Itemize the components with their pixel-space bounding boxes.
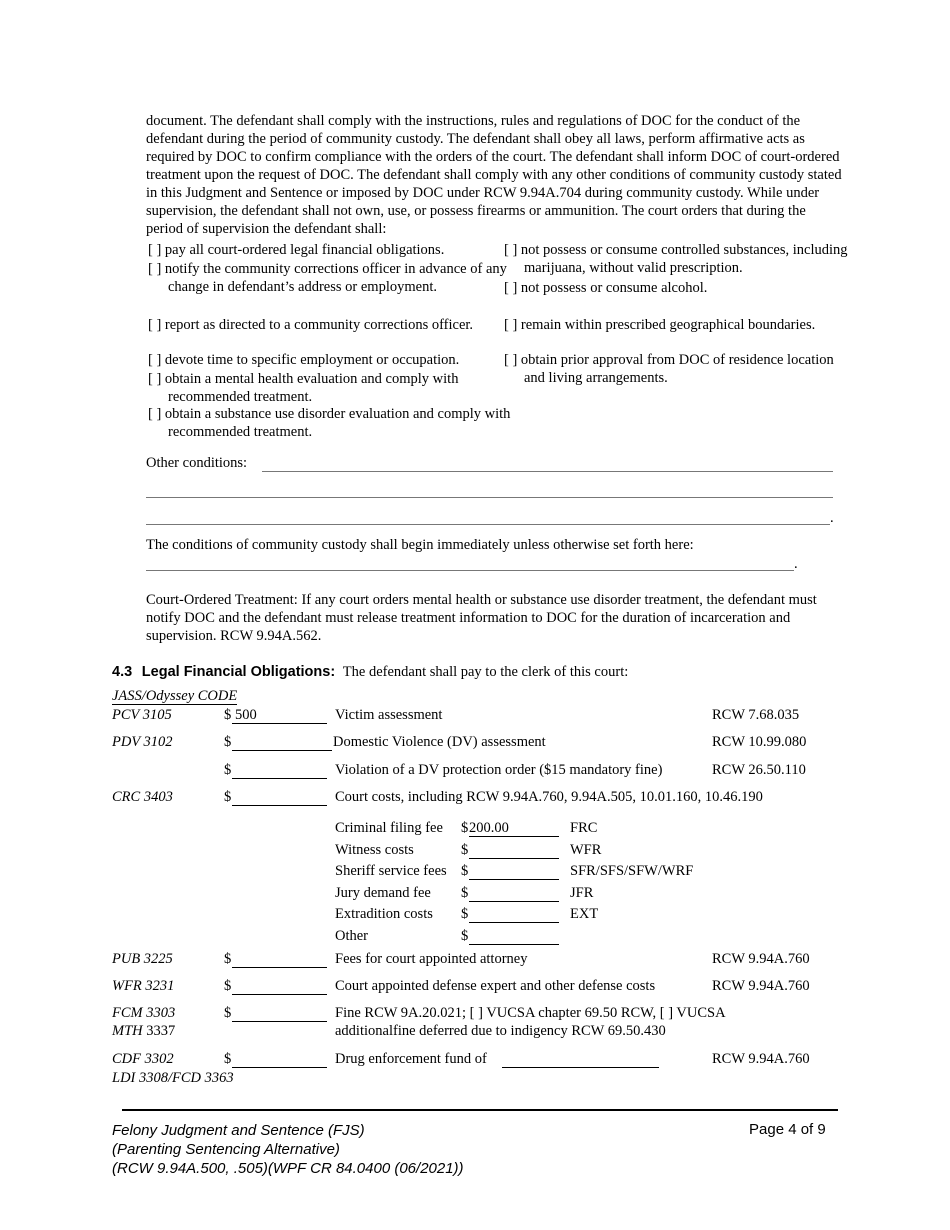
victim-assessment-rcw: RCW 7.68.035 [712, 707, 800, 723]
cost-label-extradition: Extradition costs [335, 906, 433, 922]
section-text: The defendant shall pay to the clerk of this court: [342, 664, 629, 680]
code-mth: MTH 3337 [112, 1023, 176, 1039]
attorney-fees-amount[interactable] [232, 952, 327, 968]
cost-code-sfr: SFR/SFS/SFW/WRF [570, 863, 694, 879]
code-ldi: LDI 3308/FCD 3363 [112, 1070, 234, 1086]
other-conditions-line-2[interactable] [146, 497, 833, 498]
dollar-sign: $ [461, 820, 469, 836]
sheriff-fees-amount[interactable] [469, 864, 559, 880]
period-mark-2: . [794, 556, 798, 572]
condition-pay-lfo: [ ] pay all court-ordered legal financial obligations. [148, 242, 445, 258]
fine-desc-line2: additionalfine deferred due to indigency RCW 69.50.430 [335, 1023, 666, 1039]
code-crc: CRC 3403 [112, 789, 173, 805]
code-header: JASS/Odyssey CODE [112, 688, 238, 704]
treatment-paragraph: Court-Ordered Treatment: If any court orders mental health or substance use disorder treatment, the defendant must notify DOC and the defendant must release treatment information to DOC for the duration of incarceration and supervision. RCW 9.94A.562. [146, 592, 817, 644]
dollar-sign: $ [224, 1005, 232, 1021]
cost-label-filing: Criminal filing fee [335, 820, 443, 836]
condition-notify-cco: [ ] notify the community corrections officer in advance of any change in defendant’s address or employment. [148, 261, 507, 295]
cost-label-other: Other [335, 928, 369, 944]
code-fcm: FCM 3303 [112, 1005, 176, 1021]
court-costs-amount[interactable] [232, 790, 327, 806]
condition-residence: [ ] obtain prior approval from DOC of residence location and living arrangements. [504, 352, 834, 386]
cost-code-frc: FRC [570, 820, 598, 836]
cost-label-witness: Witness costs [335, 842, 414, 858]
other-cost-amount[interactable] [469, 929, 559, 945]
footer-rcw: (RCW 9.94A.500, .505)(WPF CR 84.0400 (06/2021)) [112, 1160, 464, 1177]
attorney-fees-desc: Fees for court appointed attorney [335, 951, 528, 967]
condition-controlled-substances: [ ] not possess or consume controlled substances, including marijuana, without valid prescription. [504, 242, 848, 276]
dollar-sign: $ [461, 863, 469, 879]
section-title: Legal Financial Obligations: [141, 664, 336, 680]
dollar-sign: $ [224, 707, 232, 723]
footer-rule [122, 1109, 838, 1111]
fine-desc-line1: Fine RCW 9A.20.021; [ ] VUCSA chapter 69.50 RCW, [ ] VUCSA [335, 1005, 726, 1021]
page-number: Page 4 of 9 [749, 1121, 826, 1138]
court-costs-desc: Court costs, including RCW 9.94A.760, 9.94A.505, 10.01.160, 10.46.190 [335, 789, 763, 805]
extradition-amount[interactable] [469, 907, 559, 923]
condition-devote-time: [ ] devote time to specific employment or occupation. [148, 352, 460, 368]
condition-report-cco: [ ] report as directed to a community corrections officer. [148, 317, 474, 333]
code-pdv: PDV 3102 [112, 734, 173, 750]
dv-assessment-desc: Domestic Violence (DV) assessment [333, 734, 546, 750]
dollar-sign: $ [224, 762, 232, 778]
period-mark: . [830, 510, 834, 526]
code-pub: PUB 3225 [112, 951, 173, 967]
dv-assessment-amount[interactable] [232, 735, 332, 751]
jury-fee-amount[interactable] [469, 886, 559, 902]
other-conditions-line-1[interactable] [262, 471, 833, 472]
condition-geographical: [ ] remain within prescribed geographical boundaries. [504, 317, 816, 333]
dv-violation-rcw: RCW 26.50.110 [712, 762, 806, 778]
cost-code-jfr: JFR [570, 885, 594, 901]
dollar-sign: $ [224, 789, 232, 805]
drug-fund-amount[interactable] [232, 1052, 327, 1068]
dollar-sign: $ [461, 906, 469, 922]
fine-amount[interactable] [232, 1006, 327, 1022]
defense-costs-rcw: RCW 9.94A.760 [712, 978, 810, 994]
dollar-sign: $ [224, 1051, 232, 1067]
filing-fee-amount[interactable]: 200.00 [469, 821, 559, 837]
victim-assessment-desc: Victim assessment [335, 707, 443, 723]
cost-code-wfr: WFR [570, 842, 602, 858]
condition-substance-use: [ ] obtain a substance use disorder evaluation and comply with recommended treatment. [148, 406, 511, 440]
custody-begin-text: The conditions of community custody shall begin immediately unless otherwise set forth here: [146, 537, 694, 553]
section-heading [112, 664, 628, 681]
code-wfr: WFR 3231 [112, 978, 175, 994]
section-number: 4.3 [112, 664, 133, 680]
cost-label-jury: Jury demand fee [335, 885, 431, 901]
dollar-sign: $ [461, 928, 469, 944]
defense-costs-amount[interactable] [232, 979, 327, 995]
cost-label-sheriff: Sheriff service fees [335, 863, 447, 879]
dv-violation-desc: Violation of a DV protection order ($15 mandatory fine) [335, 762, 663, 778]
other-conditions-line-3[interactable] [146, 524, 830, 525]
drug-fund-name-field[interactable] [502, 1052, 659, 1068]
dollar-sign: $ [224, 951, 232, 967]
dollar-sign: $ [224, 978, 232, 994]
drug-fund-rcw: RCW 9.94A.760 [712, 1051, 810, 1067]
footer-title: Felony Judgment and Sentence (FJS) [112, 1122, 365, 1139]
condition-alcohol: [ ] not possess or consume alcohol. [504, 280, 708, 296]
other-conditions-label: Other conditions: [146, 455, 248, 471]
victim-assessment-amount[interactable]: 500 [232, 708, 327, 724]
code-cdf: CDF 3302 [112, 1051, 174, 1067]
defense-costs-desc: Court appointed defense expert and other defense costs [335, 978, 656, 994]
dollar-sign: $ [224, 734, 232, 750]
condition-mental-health: [ ] obtain a mental health evaluation and comply with recommended treatment. [148, 371, 459, 405]
code-pcv: PCV 3105 [112, 707, 172, 723]
cost-code-ext: EXT [570, 906, 599, 922]
dollar-sign: $ [461, 842, 469, 858]
dollar-sign: $ [461, 885, 469, 901]
dv-violation-amount[interactable] [232, 763, 327, 779]
intro-paragraph: document. The defendant shall comply with the instructions, rules and regulations of DOC for the conduct of the defendant during the period of community custody. The defendant shall obey all laws, perform affirmative acts as required by DOC to confirm compliance with the orders of the court. The defendant shall inform DOC of court-ordered treatment upon the request of DOC. The defendant shall comply with any other conditions of community custody stated in this Judgment and Sentence or imposed by DOC under RCW 9.94A.704 during community custody. While under supervision, the defendant shall not own, use, or possess firearms or ammunition. The court orders that during the period of supervision the defendant shall: [146, 113, 842, 237]
attorney-fees-rcw: RCW 9.94A.760 [712, 951, 810, 967]
drug-fund-desc: Drug enforcement fund of [335, 1051, 487, 1067]
footer-subtitle: (Parenting Sentencing Alternative) [112, 1141, 340, 1158]
witness-costs-amount[interactable] [469, 843, 559, 859]
dv-assessment-rcw: RCW 10.99.080 [712, 734, 807, 750]
custody-begin-line[interactable] [146, 570, 794, 571]
